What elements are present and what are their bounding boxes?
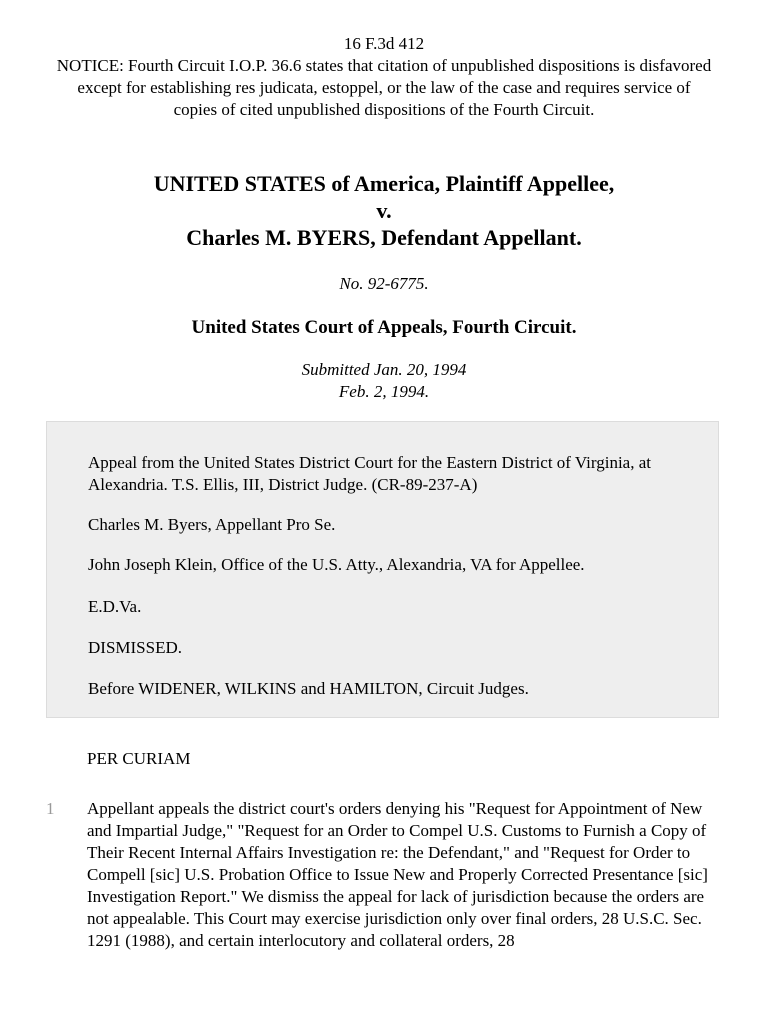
opinion-heading: PER CURIAM xyxy=(87,749,191,768)
appellee-counsel-text: John Joseph Klein, Office of the U.S. Atty., Alexandria, VA for Appellee. xyxy=(88,555,585,574)
case-dates xyxy=(0,359,768,403)
document-header xyxy=(0,33,768,121)
appellant-text: Charles M. Byers, Appellant Pro Se. xyxy=(88,515,336,534)
appeal-from-text: Appeal from the United States District Court for the Eastern District of Virginia, at Alexandria. T.S. Ellis, III, District Judge. (CR-89-237-A) xyxy=(88,453,652,494)
panel-text: Before WIDENER, WILKINS and HAMILTON, Circuit Judges. xyxy=(88,679,529,698)
opinion-paragraph: Appellant appeals the district court's orders denying his "Request for Appointment of New and Impartial Judge," "Request for an Order to Compel U.S. Customs to Furnish a Copy of Their Recent Internal Affairs Investigation re: the Defendant," and "Request for Order to Compell [sic] U.S. Probation Office to Issue New and Properly Corrected Presentance [sic] Investigation Report." We dismiss the appeal for lack of jurisdiction because the orders are not appealable. This Court may exercise jurisdiction only over final orders, 28 U.S.C. Sec. 1291 (1988), and certain interlocutory and collateral orders, 28 xyxy=(87,799,708,950)
docket-number: No. 92-6775. xyxy=(339,274,429,293)
submitted-date: Submitted Jan. 20, 1994 xyxy=(301,360,467,379)
citation: 16 F.3d 412 xyxy=(343,34,425,53)
defendant-party: Charles M. BYERS, Defendant Appellant. xyxy=(186,225,582,250)
versus-label: v. xyxy=(376,198,392,223)
paragraph-number: 1 xyxy=(46,799,55,818)
district-text: E.D.Va. xyxy=(88,597,142,616)
disposition-text: DISMISSED. xyxy=(88,638,182,657)
case-caption xyxy=(0,170,768,251)
court-name: United States Court of Appeals, Fourth Circuit. xyxy=(191,317,577,338)
decided-date: Feb. 2, 1994. xyxy=(338,382,430,401)
unpublished-notice: NOTICE: Fourth Circuit I.O.P. 36.6 states that citation of unpublished dispositions is disfavored except for establishing res judicata, estoppel, or the law of the case and requires service of copies of cited unpublished dispositions of the Fourth Circuit. xyxy=(56,56,712,119)
case-summary-box xyxy=(46,421,719,718)
plaintiff-party: UNITED STATES of America, Plaintiff Appellee, xyxy=(153,171,615,196)
